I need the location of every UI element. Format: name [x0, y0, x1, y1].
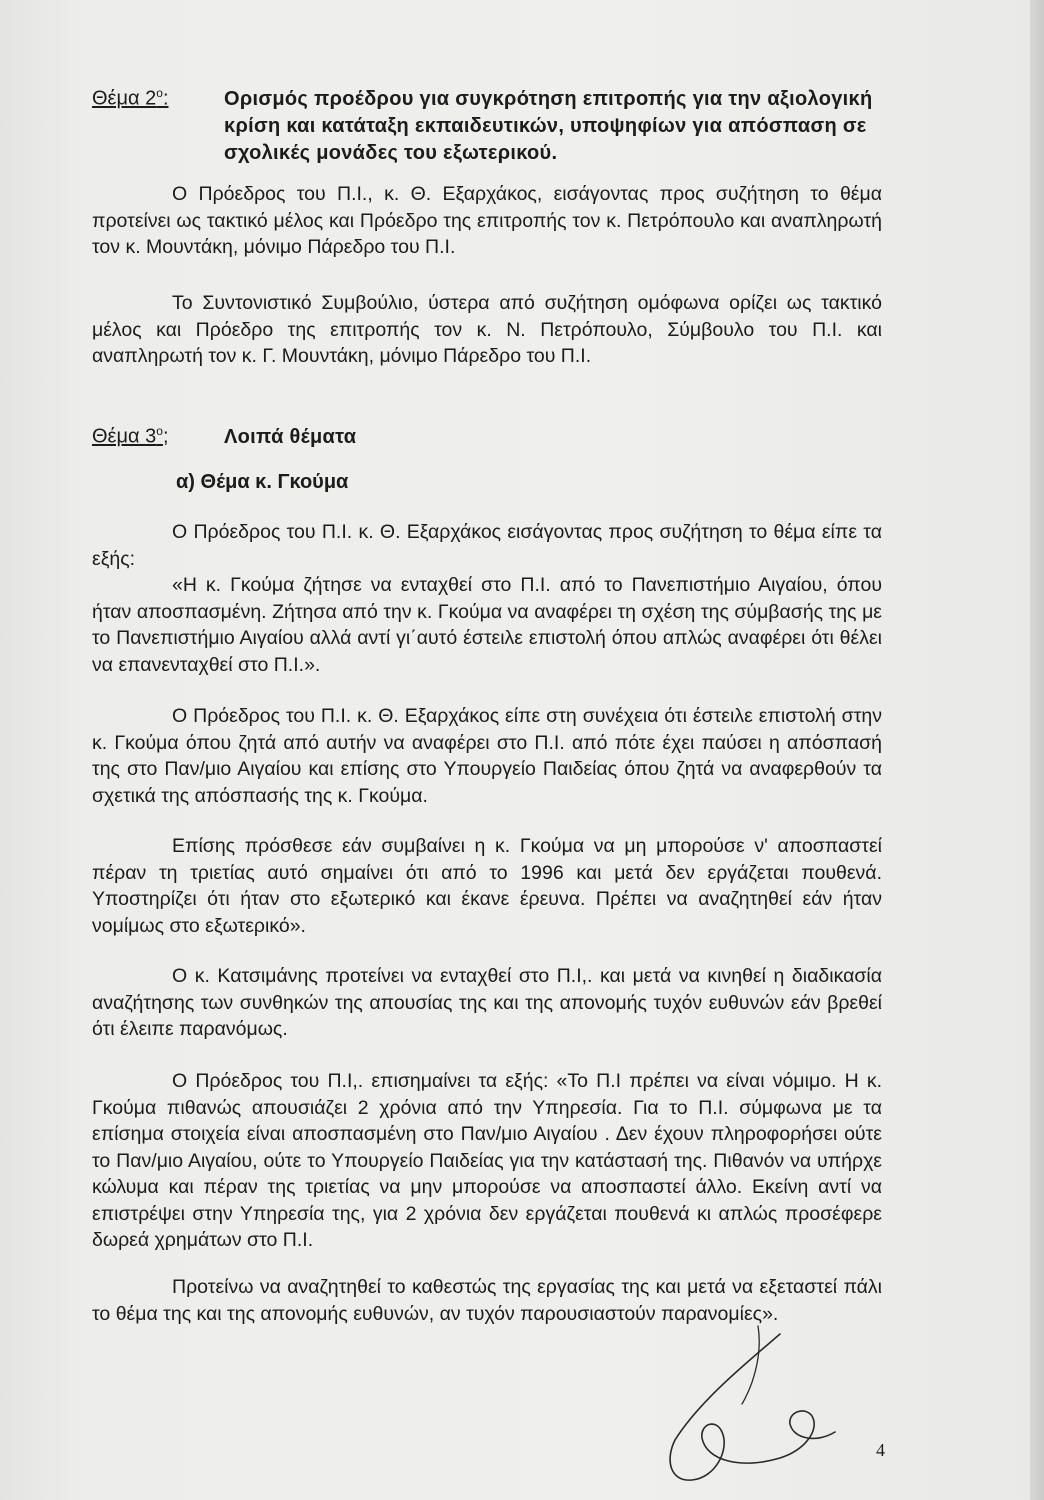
theme-3-label: Θέμα $3^o$;: [92, 424, 169, 448]
page-edge-shadow: [1030, 0, 1044, 1500]
theme-2-title: Ορισμός προέδρου για συγκρότηση επιτροπής για την αξιολογική κρίση και κατάταξη εκπαιδευτικών, υποψηφίων για απόσπαση σε σχολικές μονάδες του εξωτερικού.: [224, 88, 873, 164]
theme-2-paragraph-2: Το Συντονιστικό Συμβούλιο, ύστερα από συζήτηση ομόφωνα ορίζει ως τακτικό μέλος και Πρόεδρο της επιτροπής τον κ. Ν. Πετρόπουλο, Σύμβουλο του Π.Ι. και αναπληρωτή τον κ. Γ. Μουντάκη, μόνιμο Πάρεδρο του Π.Ι.: [92, 292, 882, 367]
theme-3-title: Λοιπά θέματα: [224, 426, 357, 448]
theme-3-paragraph-5: Ο κ. Κατσιμάνης προτείνει να ενταχθεί στο Π.Ι,. και μετά να κινηθεί η διαδικασία αναζήτησης των συνθηκών της απουσίας της και της απονομής τυχόν ευθυνών εάν βρεθεί ότι έλειπε παρανόμως.: [92, 965, 882, 1040]
theme-3-subtitle: α) Θέμα κ. Γκούμα: [176, 471, 349, 493]
theme-3-paragraph-3: Ο Πρόεδρος του Π.Ι. κ. Θ. Εξαρχάκος είπε στη συνέχεια ότι έστειλε επιστολή στην κ. Γκούμα όπου ζητά από αυτήν να αναφέρει στο Π.Ι. από πότε έχει παύσει η απόσπασή της στο Παν/μιο Αιγαίου και επίσης στο Υπουργείο Παιδείας όπου ζητά να αναφερθούν τα σχετικά της απόσπασής της κ. Γκούμα.: [92, 705, 882, 807]
theme-3-paragraph-7: Προτείνω να αναζητηθεί το καθεστώς της εργασίας της και μετά να εξεταστεί πάλι το θέμα της και της απονομής ευθυνών, αν τυχόν παρουσιαστούν παρανομίες».: [92, 1276, 882, 1325]
page-number: 4: [876, 1440, 885, 1460]
theme-3-paragraph-2: «Η κ. Γκούμα ζήτησε να ενταχθεί στο Π.Ι. από το Πανεπιστήμιο Αιγαίου, όπου ήταν αποσπασμένη. Ζήτησα από την κ. Γκούμα να αναφέρει τη σχέση της σύμβασής της με το Πανεπιστήμιο Αιγαίου αλλά αντί γι΄αυτό έστειλε επιστολή όπου απλώς αναφέρει ότι θέλει να επανενταχθεί στο Π.Ι.».: [92, 574, 882, 676]
theme-2-paragraph-1: Ο Πρόεδρος του Π.Ι., κ. Θ. Εξαρχάκος, εισάγοντας προς συζήτηση το θέμα προτείνει ως τακτικό μέλος και Πρόεδρο της επιτροπής τον κ. Πετρόπουλο και αναπληρωτή τον κ. Μουντάκη, μόνιμο Πάρεδρο του Π.Ι.: [92, 183, 882, 258]
theme-3-paragraph-6: Ο Πρόεδρος του Π.Ι,. επισημαίνει τα εξής: «Το Π.Ι πρέπει να είναι νόμιμο. Η κ. Γκούμα πιθανώς απουσιάζει 2 χρόνια από την Υπηρεσία. Για το Π.Ι. σύμφωνα με τα επίσημα στοιχεία είναι αποσπασμένη στο Παν/μιο Αιγαίου . Δεν έχουν πληροφορήσει ούτε το Παν/μιο Αιγαίου, ούτε το Υπουργείο Παιδείας για την κατάστασή της. Πιθανόν να υπήρχε κώλυμα και πέραν της τριετίας να μην μπορούσε να αποσπαστεί άλλο. Εκείνη αντί να επιστρέψει στην Υπηρεσία της, για 2 χρόνια δεν εργάζεται πουθενά κι απλώς προσέφερε δωρεά χρημάτων στο Π.Ι.: [92, 1070, 882, 1251]
theme-3-paragraph-4: Επίσης πρόσθεσε εάν συμβαίνει η κ. Γκούμα να μη μπορούσε ν' αποσπαστεί πέραν τη τριετίας αυτό σημαίνει ότι από το 1996 και μετά δεν εργάζεται πουθενά. Υποστηρίζει ότι ήταν στο εξωτερικό και έκανε έρευνα. Πρέπει να αναζητηθεί εάν ήταν νομίμως στο εξωτερικό».: [92, 835, 882, 937]
handwritten-signature: [630, 1320, 890, 1490]
theme-3-paragraph-1: Ο Πρόεδρος του Π.Ι. κ. Θ. Εξαρχάκος εισάγοντας προς συζήτηση το θέμα είπε τα εξής:: [92, 521, 882, 570]
theme-2-label: Θέμα $2^o$:: [92, 86, 169, 110]
